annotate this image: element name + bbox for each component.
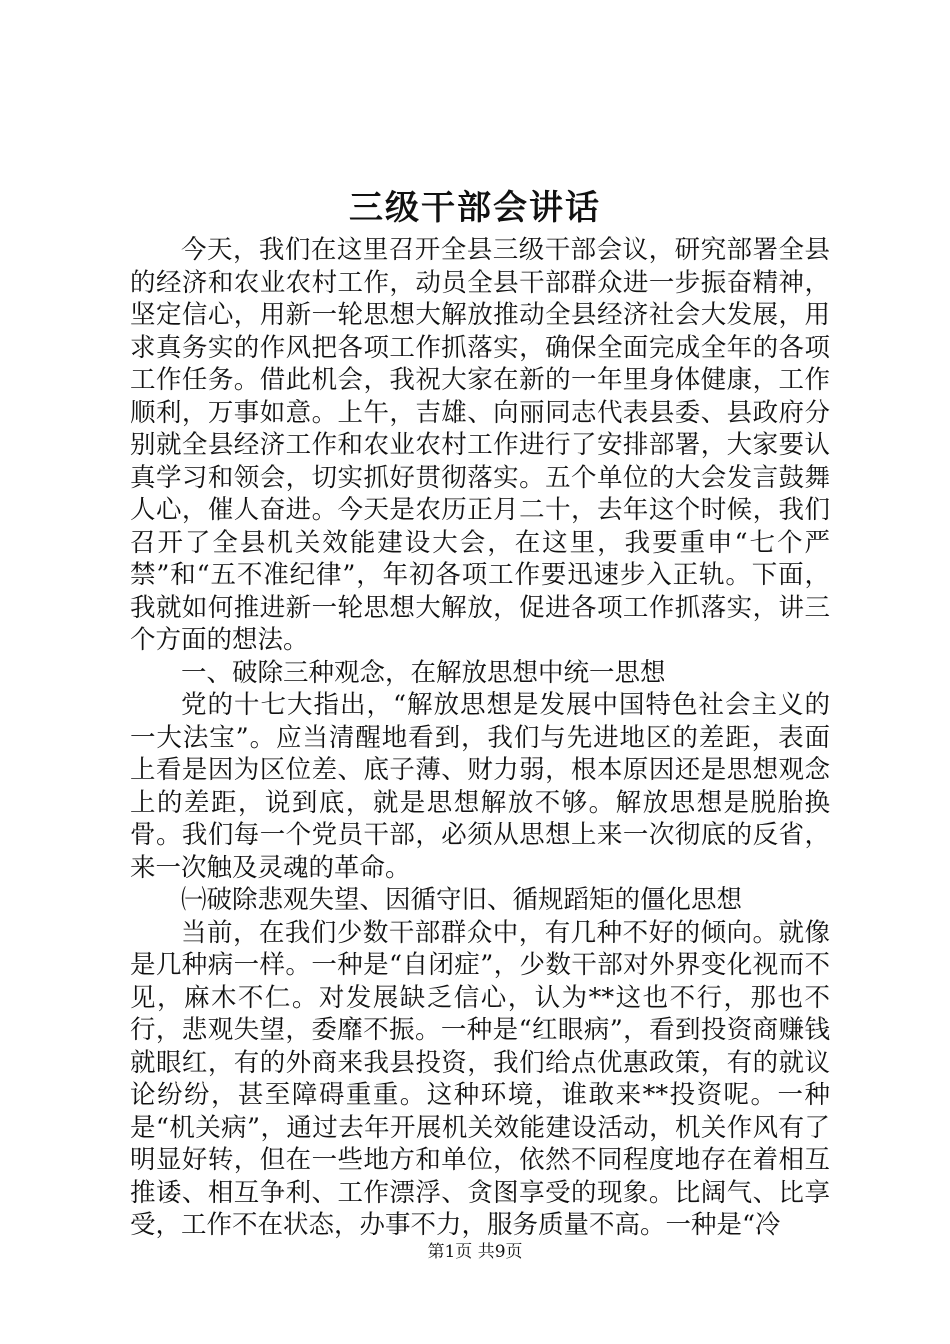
page-number: 第1页 共9页	[427, 1242, 523, 1262]
document-title: 三级干部会讲话	[349, 188, 601, 228]
paragraph-subsection-1: 当前，在我们少数干部群众中，有几种不好的倾向。就像是几种病一样。一种是“自闭症”，少数干部对外界变化视而不见，麻木不仁。对发展缺乏信心，认为**这也不行，那也不行，悲观失望，委靡不振。一种是“红眼病”，看到投资商赚钱就眼红，有的外商来我县投资，我们给点优惠政策，有的就议论纷纷，甚至障碍重重。这种环境，谁敢来**投资呢。一种是“机关病”，通过去年开展机关效能建设活动，机关作风有了明显好转，但在一些地方和单位，依然不同程度地存在着相互推诿、相互争利、工作漂浮、贪图享受的现象。比阔气、比享受，工作不在状态，办事不力，服务质量不高。一种是“冷	[130, 917, 830, 1240]
paragraph-intro: 今天，我们在这里召开全县三级干部会议，研究部署全县的经济和农业农村工作，动员全县干部群众进一步振奋精神，坚定信心，用新一轮思想大解放推动全县经济社会大发展，用求真务实的作风把各项工作抓落实，确保全面完成全年的各项工作任务。借此机会，我祝大家在新的一年里身体健康，工作顺利，万事如意。上午，吉雄、向丽同志代表县委、县政府分别就全县经济工作和农业农村工作进行了安排部署，大家要认真学习和领会，切实抓好贯彻落实。五个单位的大会发言鼓舞人心，催人奋进。今天是农历正月二十，去年这个时候，我们召开了全县机关效能建设大会，在这里，我要重申“七个严禁”和“五不准纪律”，年初各项工作要迅速步入正轨。下面，我就如何推进新一轮思想大解放，促进各项工作抓落实，讲三个方面的想法。	[130, 235, 830, 655]
paragraph-section-1: 党的十七大指出，“解放思想是发展中国特色社会主义的一大法宝”。应当清醒地看到，我们与先进地区的差距，表面上看是因为区位差、底子薄、财力弱，根本原因还是思想观念上的差距，说到底，就是思想解放不够。解放思想是脱胎换骨。我们每一个党员干部，必须从思想上来一次彻底的反省，来一次触及灵魂的革命。	[130, 690, 830, 883]
section-heading-1: 一、破除三种观念，在解放思想中统一思想	[181, 657, 666, 688]
subsection-heading-1: ㈠破除悲观失望、因循守旧、循规蹈矩的僵化思想	[181, 885, 743, 915]
document-body	[130, 234, 830, 1242]
